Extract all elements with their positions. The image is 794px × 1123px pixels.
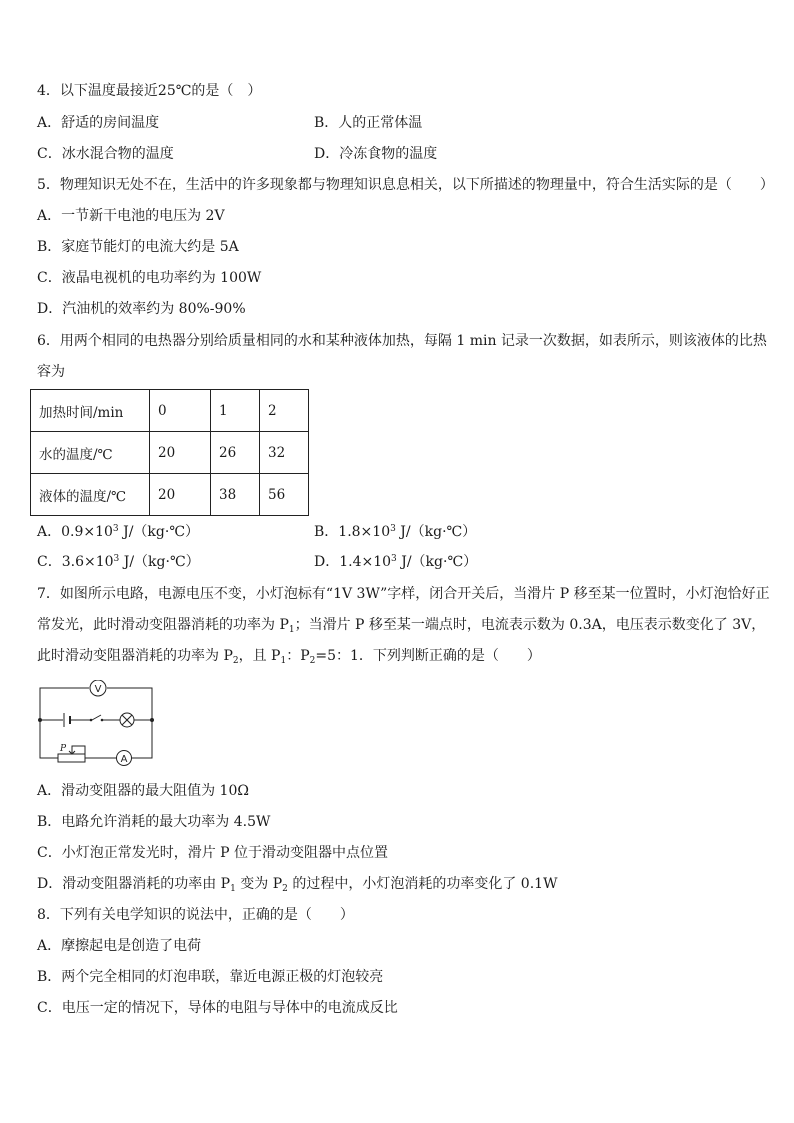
q5-option-d: D．汽油机的效率约为 80%-90% — [37, 301, 246, 317]
table-cell: 56 — [260, 474, 309, 516]
table-cell: 26 — [211, 432, 260, 474]
q7-stem-line2: 常发光，此时滑动变阻器消耗的功率为 $P_1$；当滑片 P 移至某一端点时，电流表示数为 0.3A，电压表示数变化了 3V， — [37, 617, 766, 635]
svg-text:A: A — [120, 754, 128, 765]
q6-data-table — [30, 389, 309, 516]
table-cell: 水的温度/℃ — [31, 432, 150, 474]
q7-option-a: A．滑动变阻器的最大阻值为 10Ω — [37, 783, 249, 799]
table-cell: 0 — [150, 390, 211, 432]
q4-option-b: B．人的正常体温 — [314, 115, 423, 131]
q8-option-b: B．两个完全相同的灯泡串联，靠近电源正极的灯泡较亮 — [37, 969, 384, 985]
q4-option-a: A．舒适的房间温度 — [37, 115, 160, 131]
table-cell: 32 — [260, 432, 309, 474]
table-cell: 液体的温度/℃ — [31, 474, 150, 516]
voltmeter-symbol — [90, 680, 106, 696]
table-cell: 2 — [260, 390, 309, 432]
table-cell: 38 — [211, 474, 260, 516]
q6-option-c: C．$3.6\times 10^3$ J/（kg·℃） — [37, 554, 200, 570]
q8-stem: 8．下列有关电学知识的说法中，正确的是（ ） — [37, 907, 354, 923]
q7-option-b: B．电路允许消耗的最大功率为 4.5W — [37, 814, 271, 830]
q7-option-c: C．小灯泡正常发光时，滑片 P 位于滑动变阻器中点位置 — [37, 845, 389, 861]
q7-option-d: D．滑动变阻器消耗的功率由 $P_1$ 变为 $P_2$ 的过程中，小灯泡消耗的功率变化了 0.1W — [37, 876, 558, 894]
q4-stem: 4．以下温度最接近25℃的是（ ） — [37, 83, 262, 99]
q6-option-a: A．$0.9\times 10^3$ J/（kg·℃） — [37, 524, 199, 540]
q6-option-b: B．$1.8\times 10^3$ J/（kg·℃） — [314, 524, 477, 540]
table-cell: 1 — [211, 390, 260, 432]
table-row — [31, 432, 309, 474]
q8-option-a: A．摩擦起电是创造了电荷 — [37, 938, 202, 954]
q7-circuit-diagram — [36, 680, 158, 768]
q4-option-c: C．冰水混合物的温度 — [37, 146, 174, 162]
q4-option-d: D．冷冻食物的温度 — [314, 146, 438, 162]
q5-option-c: C．液晶电视机的电功率约为 100W — [37, 270, 262, 286]
q5-stem: 5．物理知识无处不在，生活中的许多现象都与物理知识息息相关，以下所描述的物理量中，符合生活实际的是（ ） — [37, 177, 774, 193]
q7-stem-line1: 7．如图所示电路，电源电压不变，小灯泡标有“1V 3W”字样，闭合开关后，当滑片 P 移至某一位置时，小灯泡恰好正 — [37, 586, 770, 602]
svg-text:V: V — [94, 684, 102, 695]
q5-option-a: A．一节新干电池的电压为 2V — [37, 208, 225, 224]
svg-text:P: P — [60, 744, 67, 754]
q8-option-c: C．电压一定的情况下，导体的电阻与导体中的电流成反比 — [37, 1000, 398, 1016]
q7-stem-line3: 此时滑动变阻器消耗的功率为 $P_2$，且 $P_1$：$P_2=5$：1．下列判断正确的是（ ） — [37, 648, 541, 666]
q6-option-d: D．$1.4\times 10^3$ J/（kg·℃） — [314, 554, 478, 570]
table-cell: 20 — [150, 432, 211, 474]
table-row — [31, 474, 309, 516]
switch-symbol — [90, 715, 104, 721]
lamp-symbol — [120, 713, 134, 727]
table-cell: 加热时间/min — [31, 390, 150, 432]
table-cell: 20 — [150, 474, 211, 516]
q5-option-b: B．家庭节能灯的电流大约是 5A — [37, 239, 239, 255]
table-row — [31, 390, 309, 432]
battery-symbol — [64, 713, 70, 727]
q6-stem-line1: 6．用两个相同的电热器分别给质量相同的水和某种液体加热，每隔 1 min 记录一次数据，如表所示，则该液体的比热 — [37, 333, 767, 349]
ammeter-symbol — [117, 751, 132, 766]
q6-stem-line2: 容为 — [37, 364, 65, 380]
